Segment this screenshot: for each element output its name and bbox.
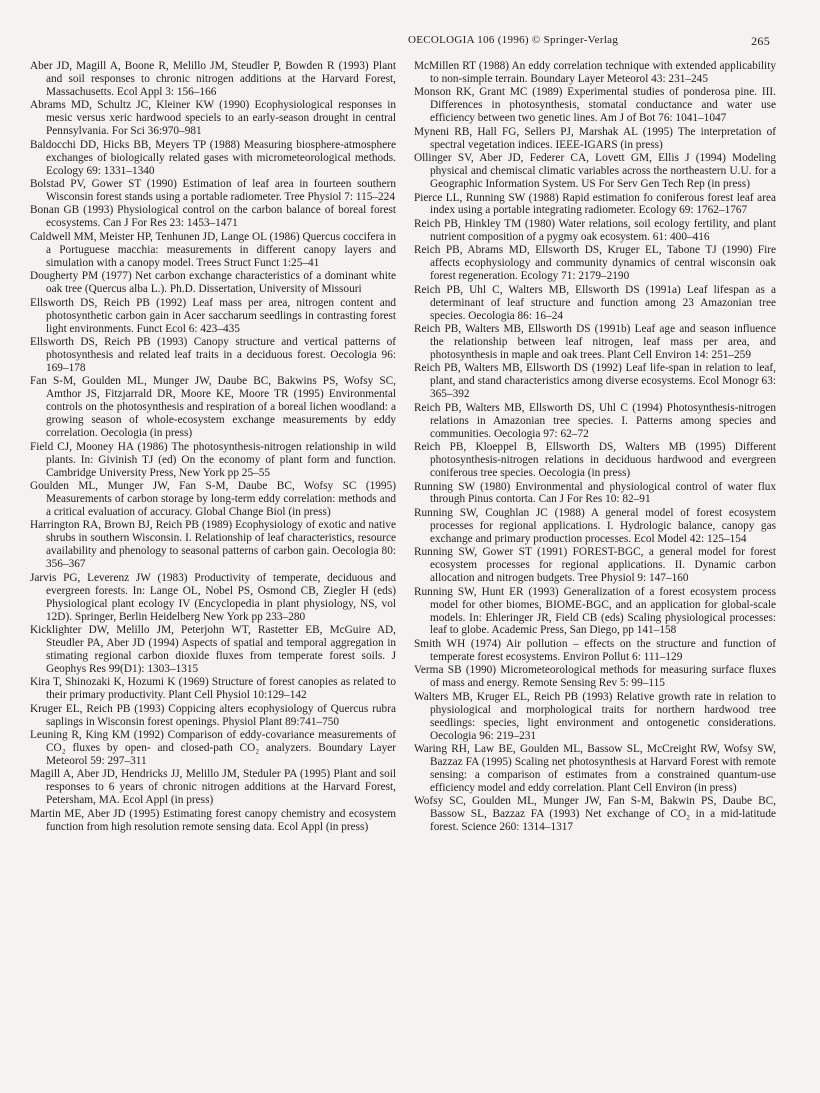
reference-entry: Leuning R, King KM (1992) Comparison of eddy-covariance measurements of CO₂ fluxes by open- and closed-path CO₂ analyzers. Boundary Layer Meteorol 59: 297–311 [30, 729, 396, 768]
reference-entry: Running SW, Coughlan JC (1988) A general model of forest ecosystem processes for regional applications. I. Hydrologic balance, canopy gas exchange and primary production processes. Ecol Model 42: 125–154 [414, 506, 776, 545]
reference-entry: Pierce LL, Running SW (1988) Rapid estimation fo coniferous forest leaf area index using a portable integrating radiometer. Ecology 69: 1762–1767 [414, 191, 776, 217]
references-right-column [414, 60, 776, 835]
journal-running-head: OECOLOGIA 106 (1996) © Springer-Verlag [408, 34, 619, 46]
reference-entry: Ellsworth DS, Reich PB (1992) Leaf mass per area, nitrogen content and photosynthetic carbon gain in Acer saccharum seedlings in contrasting forest light environments. Funct Ecol 6: 423–435 [30, 296, 396, 335]
references-left-column [30, 60, 396, 834]
reference-entry: Reich PB, Walters MB, Ellsworth DS (1992) Leaf life-span in relation to leaf, plant, and stand characteristics among diverse ecosystems. Ecol Monogr 63: 365–392 [414, 362, 776, 401]
reference-entry: Verma SB (1990) Micrometeorological methods for measuring surface fluxes of mass and energy. Remote Sensing Rev 5: 99–115 [414, 664, 776, 690]
reference-entry: Fan S-M, Goulden ML, Munger JW, Daube BC, Bakwins PS, Wofsy SC, Amthor JS, Fitzjarrald DR, Moore KE, Moore TR (1995) Environmental controls on the photosynthesis and respiration of a boreal lichen woodland: a growing season of whole-ecosystem exchange measurements by eddy correlation. Oecologia (in press) [30, 375, 396, 440]
reference-entry: Kicklighter DW, Melillo JM, Peterjohn WT, Rastetter EB, McGuire AD, Steudler PA, Aber JD (1994) Aspects of spatial and temporal aggregation in stimating regional carbon dioxide fluxes from temperate forest soils. J Geophys Res 99(D1): 1303–1315 [30, 623, 396, 675]
reference-entry: Reich PB, Walters MB, Ellsworth DS (1991b) Leaf age and season influence the relationship between leaf nitrogen, leaf mass per area, and photosynthesis in maple and oak trees. Plant Cell Environ 14: 251–259 [414, 323, 776, 361]
reference-entry: Bonan GB (1993) Physiological control on the carbon balance of boreal forest ecosystems. Can J For Res 23: 1453–1471 [30, 204, 396, 230]
reference-entry: Bolstad PV, Gower ST (1990) Estimation of leaf area in fourteen southern Wisconsin forest stands using a portable radiometer. Tree Physiol 7: 115–224 [30, 178, 396, 204]
reference-entry: Field CJ, Mooney HA (1986) The photosynthesis-nitrogen relationship in wild plants. In: Givinish TJ (ed) On the economy of plant form and function. Cambridge University Press, New York pp 25–55 [30, 440, 396, 479]
reference-entry: McMillen RT (1988) An eddy correlation technique with extended applicability to non-simple terrain. Boundary Layer Meteorol 43: 231–245 [414, 60, 776, 85]
reference-entry: Running SW, Gower ST (1991) FOREST-BGC, a general model for forest ecosystem processes for regional applications. II. Dynamic carbon allocation and nitrogen budgets. Tree Physiol 9: 147–160 [414, 546, 776, 585]
reference-entry: Goulden ML, Munger JW, Fan S-M, Daube BC, Wofsy SC (1995) Measurements of carbon storage by long-term eddy correlation: methods and a critical evaluation of accuracy. Global Change Biol (in press) [30, 480, 396, 518]
page-number: 265 [751, 34, 770, 48]
reference-entry: Abrams MD, Schultz JC, Kleiner KW (1990) Ecophysiological responses in mesic versus xeric hardwood speciels to an early-season drought in central Pennsylvania. For Sci 36:970–981 [30, 99, 396, 138]
reference-entry: Kruger EL, Reich PB (1993) Coppicing alters ecophysiology of Quercus rubra saplings in Wisconsin forest openings. Physiol Plant 89:741–750 [30, 702, 396, 728]
reference-entry: Martin ME, Aber JD (1995) Estimating forest canopy chemistry and ecosystem function from high resolution remote sensing data. Ecol Appl (in press) [30, 807, 396, 833]
reference-entry: Caldwell MM, Meister HP, Tenhunen JD, Lange OL (1986) Quercus coccifera in a Portuguese macchia: measurements in different canopy layers and simulation with a canopy model. Trees Struct Funct 1:25–41 [30, 230, 396, 269]
reference-entry: Dougherty PM (1977) Net carbon exchange characteristics of a dominant white oak tree (Quercus alba L.). Ph.D. Dissertation, University of Missouri [30, 270, 396, 296]
reference-entry: Ollinger SV, Aber JD, Federer CA, Lovett GM, Ellis J (1994) Modeling physical and chemiscal climatic variables across the northeastern U.U. for a Geographic Information System. US For Serv Gen Tech Rep (in press) [414, 152, 776, 191]
reference-entry: Reich PB, Uhl C, Walters MB, Ellsworth DS (1991a) Leaf lifespan as a determinant of leaf structure and function among 23 Amazonian tree species. Oecologia 86: 16–24 [414, 283, 776, 322]
reference-entry: Ellsworth DS, Reich PB (1993) Canopy structure and vertical patterns of photosynthesis and related leaf traits in a deciduous forest. Oecologia 96: 169–178 [30, 336, 396, 374]
reference-entry: Baldocchi DD, Hicks BB, Meyers TP (1988) Measuring biosphere-atmosphere exchanges of biologically related gases with micrometeorological methods. Ecology 69: 1331–1340 [30, 138, 396, 177]
reference-entry: Reich PB, Walters MB, Ellsworth DS, Uhl C (1994) Photosynthesis-nitrogen relations in Amazonian tree species. I. Patterns among species and communities. Oecologia 97: 62–72 [414, 401, 776, 440]
reference-entry: Reich PB, Kloeppel B, Ellsworth DS, Walters MB (1995) Different photosynthesis-nitrogen relations in deciduous hardwood and evergreen coniferous tree species. Oecologia (in press) [414, 441, 776, 480]
page-header [408, 34, 778, 50]
reference-entry: Smith WH (1974) Air pollution – effects on the structure and function of temperate forest ecosystems. Environ Pollut 6: 111–129 [414, 637, 776, 663]
reference-entry: Myneni RB, Hall FG, Sellers PJ, Marshak AL (1995) The interpretation of spectral vegetation indices. IEEE-IGARS (in press) [414, 125, 776, 151]
reference-entry: Running SW, Hunt ER (1993) Generalization of a forest ecosystem process model for other biomes, BIOME-BGC, and an application for global-scale models. In: Ehleringer JR, Field CB (eds) Scaling physiological processes: leaf to globe. Academic Press, San Diego, pp 141–158 [414, 585, 776, 637]
reference-entry: Reich PB, Abrams MD, Ellsworth DS, Kruger EL, Tabone TJ (1990) Fire affects ecophysiology and community dynamics of central wisconsin oak forest regeneration. Ecology 71: 2179–2190 [414, 244, 776, 283]
reference-entry: Aber JD, Magill A, Boone R, Melillo JM, Steudler P, Bowden R (1993) Plant and soil responses to chronic nitrogen additions at the Harvard Forest, Massachusetts. Ecol Appl 3: 156–166 [30, 60, 396, 98]
reference-entry: Magill A, Aber JD, Hendricks JJ, Melillo JM, Steduler PA (1995) Plant and soil responses to 6 years of chronic nitrogen additions at the Harvard Forest, Petersham, MA. Ecol Appl (in press) [30, 768, 396, 807]
reference-entry: Reich PB, Hinkley TM (1980) Water relations, soil ecology fertility, and plant nutrient composition of a pygmy oak ecosystem. 61: 400–416 [414, 217, 776, 243]
reference-entry: Wofsy SC, Goulden ML, Munger JW, Fan S-M, Bakwin PS, Daube BC, Bassow SL, Bazzaz FA (1993) Net exchange of CO₂ in a mid-latitude forest. Science 260: 1314–1317 [414, 795, 776, 834]
reference-entry: Walters MB, Kruger EL, Reich PB (1993) Relative growth rate in relation to physiological and morphological traits for northern hardwood tree seedlings: species, light environment and ontogenetic considerations. Oecologia 96: 219–231 [414, 690, 776, 742]
reference-entry: Harrington RA, Brown BJ, Reich PB (1989) Ecophysiology of exotic and native shrubs in southern Wisconsin. I. Relationship of leaf characteristics, resource availability and phenology to seasonal patterns of carbon gain. Oecologia 80: 356–367 [30, 519, 396, 571]
reference-entry: Waring RH, Law BE, Goulden ML, Bassow SL, McCreight RW, Wofsy SW, Bazzaz FA (1995) Scaling net photosynthesis at Harvard Forest with remote sensing: a comparison of estimates from a constrained quantum-use efficiency model and eddy correlation. Plant Cell Environ (in press) [414, 743, 776, 794]
reference-entry: Kira T, Shinozaki K, Hozumi K (1969) Structure of forest canopies as related to their primary productivity. Plant Cell Physiol 10:129–142 [30, 676, 396, 702]
reference-entry: Jarvis PG, Leverenz JW (1983) Productivity of temperate, deciduous and evergreen forests. In: Lange OL, Nobel PS, Osmond CB, Ziegler H (eds) Physiological plant ecology IV (Encyclopedia in plant physiology, NS, vol 12D). Springer, Berlin Heidelberg New York pp 233–280 [30, 571, 396, 623]
reference-entry: Monson RK, Grant MC (1989) Experimental studies of ponderosa pine. III. Differences in photosynthesis, stomatal conductance and water use efficiency between two genetic lines. Am J of Bot 76: 1041–1047 [414, 86, 776, 125]
reference-entry: Running SW (1980) Environmental and physiological control of water flux through Pinus contorta. Can J For Res 10: 82–91 [414, 480, 776, 506]
